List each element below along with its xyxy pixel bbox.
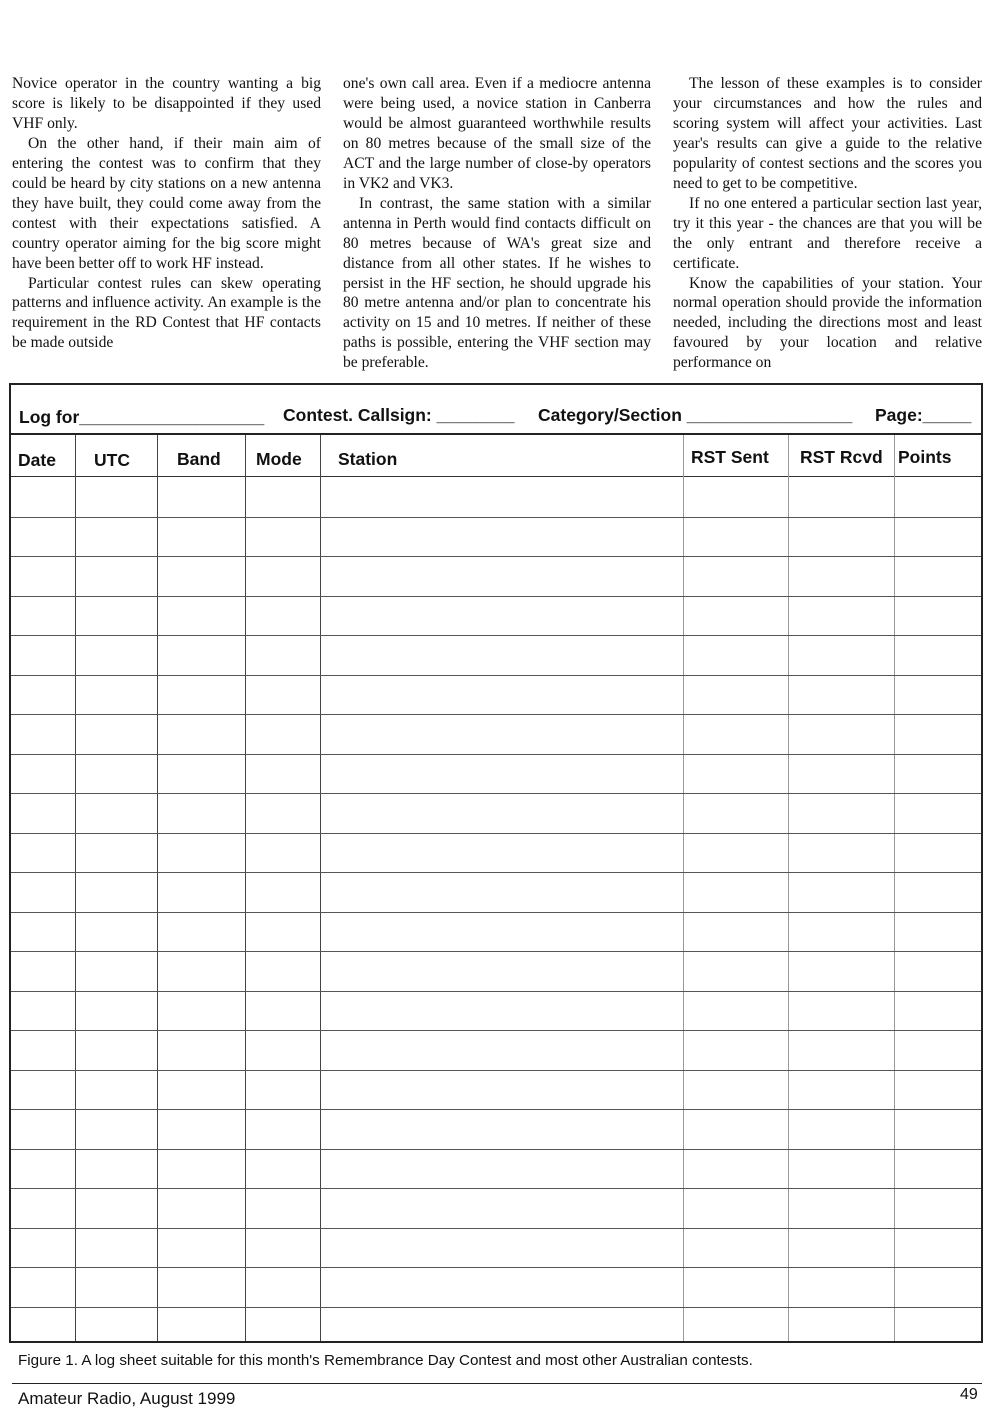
paragraph: Know the capabilities of your station. Your normal operation should provide the information needed, including the directions most and least favoured by your location and relative performance on — [673, 274, 982, 372]
log-row-divider — [11, 754, 981, 755]
log-row-divider — [11, 635, 981, 636]
column-divider — [245, 435, 246, 1341]
column-header-rst-sent: RST Sent — [691, 447, 769, 467]
column-header-utc: UTC — [94, 450, 130, 470]
column-header-date: Date — [18, 450, 56, 470]
paragraph: If no one entered a particular section last year, try it this year - the chances are that you will be the only entrant and therefore receive a certificate. — [673, 194, 982, 272]
page-field: Page:_____ — [875, 405, 972, 425]
log-row-divider — [11, 833, 981, 834]
log-row-divider — [11, 872, 981, 873]
column-header-rst-rcvd: RST Rcvd — [800, 447, 883, 467]
column-divider — [788, 435, 789, 1341]
article-column-3 — [673, 74, 982, 373]
footer-rule — [12, 1383, 982, 1384]
log-sheet — [9, 383, 983, 1343]
paragraph: Particular contest rules can skew operating patterns and influence activity. An example is the requirement in the RD Contest that HF contacts be made outside — [12, 274, 321, 352]
log-row-divider — [11, 675, 981, 676]
column-header-station: Station — [338, 449, 398, 469]
log-row-divider — [11, 1149, 981, 1150]
column-divider — [320, 435, 321, 1341]
log-row-divider — [11, 793, 981, 794]
log-row-divider — [11, 1030, 981, 1031]
log-for-field: Log for___________________ — [19, 407, 265, 427]
article-column-2 — [343, 74, 651, 373]
column-divider — [157, 435, 158, 1341]
log-row-divider — [11, 1070, 981, 1071]
paragraph: one's own call area. Even if a mediocre antenna were being used, a novice station in Canberra would be almost guaranteed worthwhile results on 80 metres because of the small size of the ACT and the large number of close-by operators in VK2 and VK3. — [343, 75, 651, 192]
log-row-divider — [11, 714, 981, 715]
column-header-band: Band — [177, 449, 221, 469]
log-row-divider — [11, 1267, 981, 1268]
log-sheet-header — [11, 385, 981, 435]
contest-callsign-field: Contest. Callsign: ________ — [283, 405, 515, 425]
column-divider — [75, 435, 76, 1341]
article-column-1 — [12, 74, 321, 353]
paragraph: On the other hand, if their main aim of entering the contest was to confirm that they could be heard by city stations on a new antenna they have built, they could come away from the contest with their expectations satisfied. A country operator aiming for the big score might have been better off to work HF instead. — [12, 134, 321, 272]
log-row-divider — [11, 1307, 981, 1308]
log-row-divider — [11, 1109, 981, 1110]
column-header-mode: Mode — [256, 449, 302, 469]
paragraph: Novice operator in the country wanting a big score is likely to be disappointed if they used VHF only. — [12, 75, 321, 132]
paragraph: The lesson of these examples is to consider your circumstances and how the rules and scoring system will affect your activities. Last year's results can give a guide to the relative popularity of contest sections and the scores you need to get to be competitive. — [673, 75, 982, 192]
column-divider — [894, 435, 895, 1341]
column-header-points: Points — [898, 447, 952, 467]
figure-caption: Figure 1. A log sheet suitable for this month's Remembrance Day Contest and most other Australian contests. — [18, 1352, 753, 1369]
column-divider — [683, 435, 684, 1341]
log-row-divider — [11, 1228, 981, 1229]
log-row-divider — [11, 1188, 981, 1189]
log-row-divider — [11, 596, 981, 597]
category-section-field: Category/Section _________________ — [538, 405, 853, 425]
paragraph: In contrast, the same station with a similar antenna in Perth would find contacts difficult on 80 metres because of WA's great size and distance from all other states. If he wishes to persist in the HF section, he should upgrade his 80 metre antenna and/or plan to concentrate his activity on 15 and 10 metres. If neither of these paths is possible, entering the VHF section may be preferable. — [343, 194, 651, 372]
footer-publication: Amateur Radio, August 1999 — [18, 1389, 236, 1408]
log-row-divider — [11, 912, 981, 913]
log-row-divider — [11, 517, 981, 518]
log-row-divider — [11, 991, 981, 992]
log-row-divider — [11, 951, 981, 952]
log-row-divider — [11, 556, 981, 557]
footer-page-number: 49 — [960, 1386, 978, 1403]
